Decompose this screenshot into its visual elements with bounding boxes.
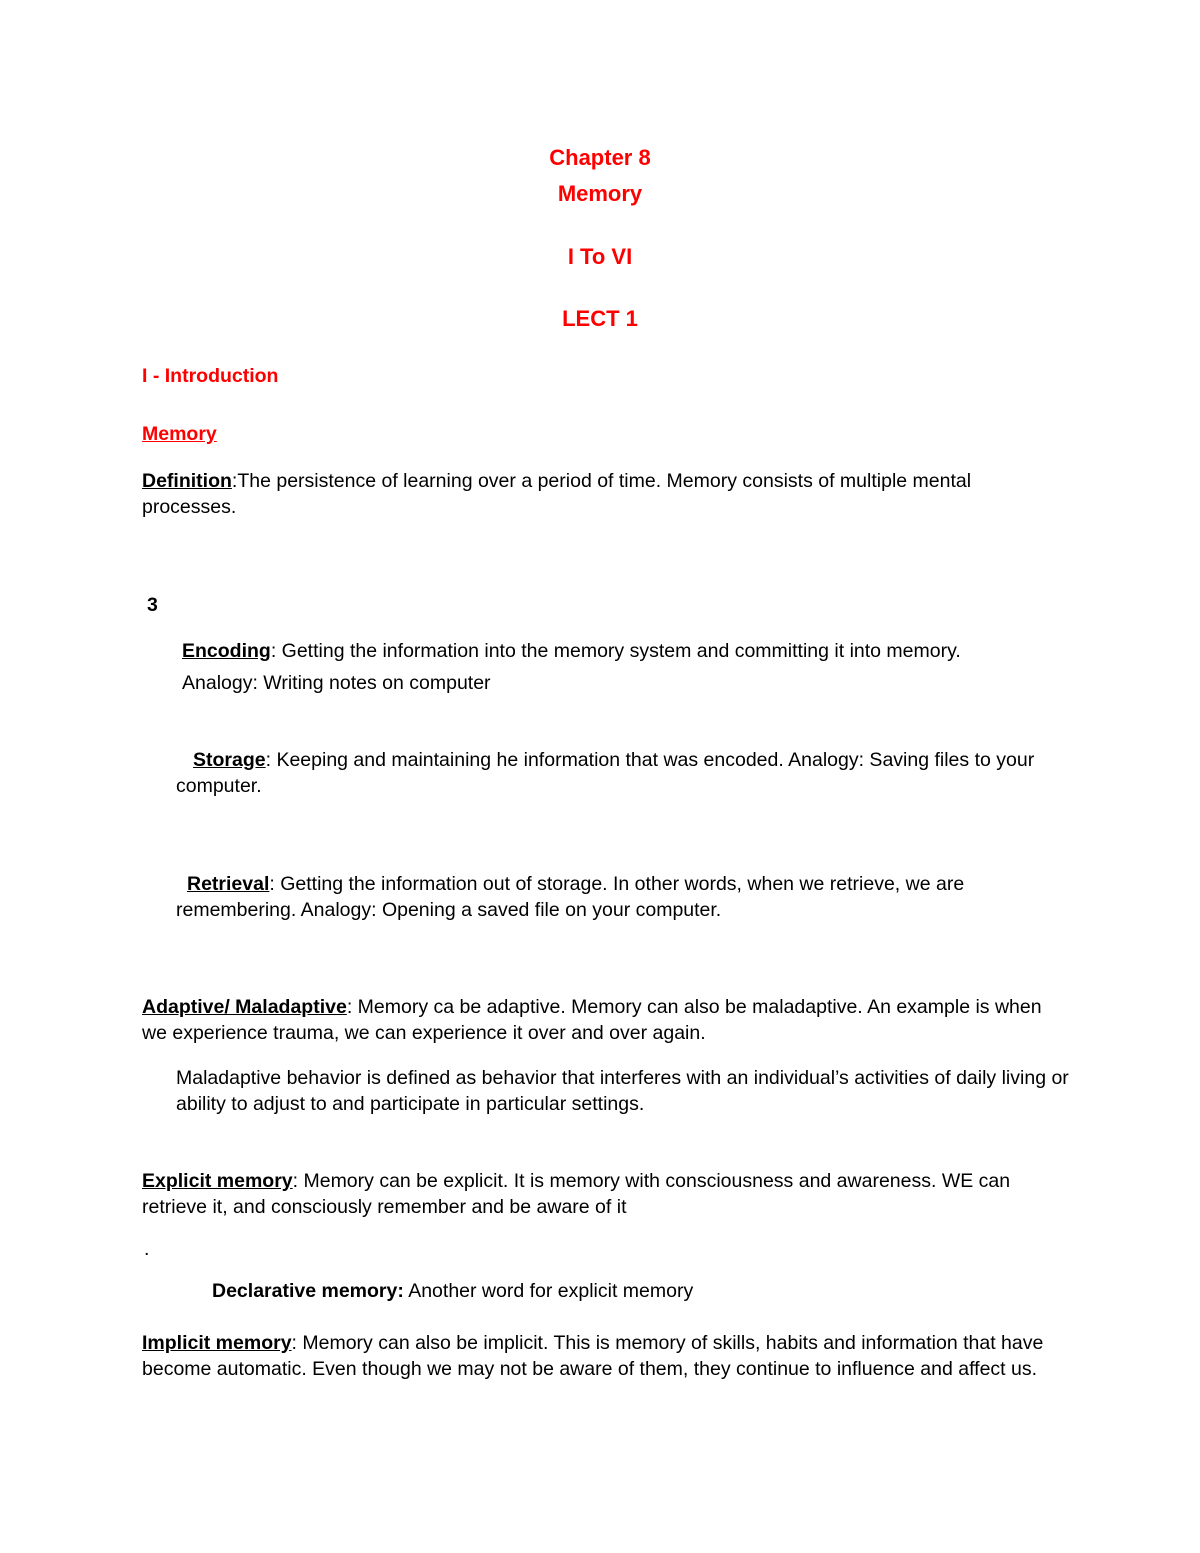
encoding-term: Encoding <box>182 640 271 662</box>
stray-dot: . <box>144 1238 150 1260</box>
explicit-term: Explicit memory <box>142 1170 293 1192</box>
declarative-line <box>212 1278 693 1304</box>
section-heading: I - Introduction <box>142 365 279 387</box>
storage-text: : Keeping and maintaining he information that was encoded. Analogy: Saving files to your computer. <box>176 749 1035 797</box>
retrieval-term: Retrieval <box>187 873 270 895</box>
retrieval-text: : Getting the information out of storage. In other words, when we retrieve, we are remembering. Analogy: Opening a saved file on your computer. <box>176 873 965 921</box>
section-subheading: Memory <box>142 423 217 445</box>
range-title: I To VI <box>567 244 633 269</box>
number-marker: 3 <box>147 594 158 616</box>
declarative-text: Another word for explicit memory <box>403 1280 694 1302</box>
definition-term: Definition <box>142 470 232 492</box>
declarative-term: Declarative memory: <box>212 1280 404 1302</box>
adaptive-term: Adaptive/ Maladaptive <box>142 996 347 1018</box>
definition-text: The persistence of learning over a period of time. Memory consists of multiple mental processes. <box>142 470 972 518</box>
chapter-title: Chapter 8 <box>549 145 651 170</box>
implicit-paragraph <box>142 1330 1067 1382</box>
explicit-text: : Memory can be explicit. It is memory with consciousness and awareness. WE can retrieve it, and consciously remember and be aware of it <box>142 1170 1011 1218</box>
implicit-term: Implicit memory <box>142 1332 292 1354</box>
storage-term: Storage <box>193 749 266 771</box>
encoding-analogy: Analogy: Writing notes on computer <box>182 672 491 694</box>
definition-separator: : <box>231 470 238 492</box>
encoding-paragraph <box>182 638 961 664</box>
definition-paragraph <box>142 468 1067 520</box>
implicit-text: : Memory can also be implicit. This is memory of skills, habits and information that have become automatic. Even though we may not be aware of them, they continue to influence and affect us. <box>142 1332 1044 1380</box>
retrieval-paragraph <box>176 871 1071 923</box>
explicit-paragraph <box>142 1168 1067 1220</box>
adaptive-text: : Memory ca be adaptive. Memory can also be maladaptive. An example is when we experience trauma, we can experience it over and over again. <box>142 996 1042 1044</box>
lecture-title: LECT 1 <box>562 306 638 331</box>
maladaptive-note: Maladaptive behavior is defined as behavior that interferes with an individual’s activities of daily living or ability to adjust to and participate in particular settings. <box>176 1067 1069 1115</box>
topic-title: Memory <box>557 181 643 206</box>
adaptive-paragraph <box>142 994 1067 1046</box>
storage-paragraph <box>176 747 1071 799</box>
encoding-text: : Getting the information into the memory system and committing it into memory. <box>270 640 961 662</box>
